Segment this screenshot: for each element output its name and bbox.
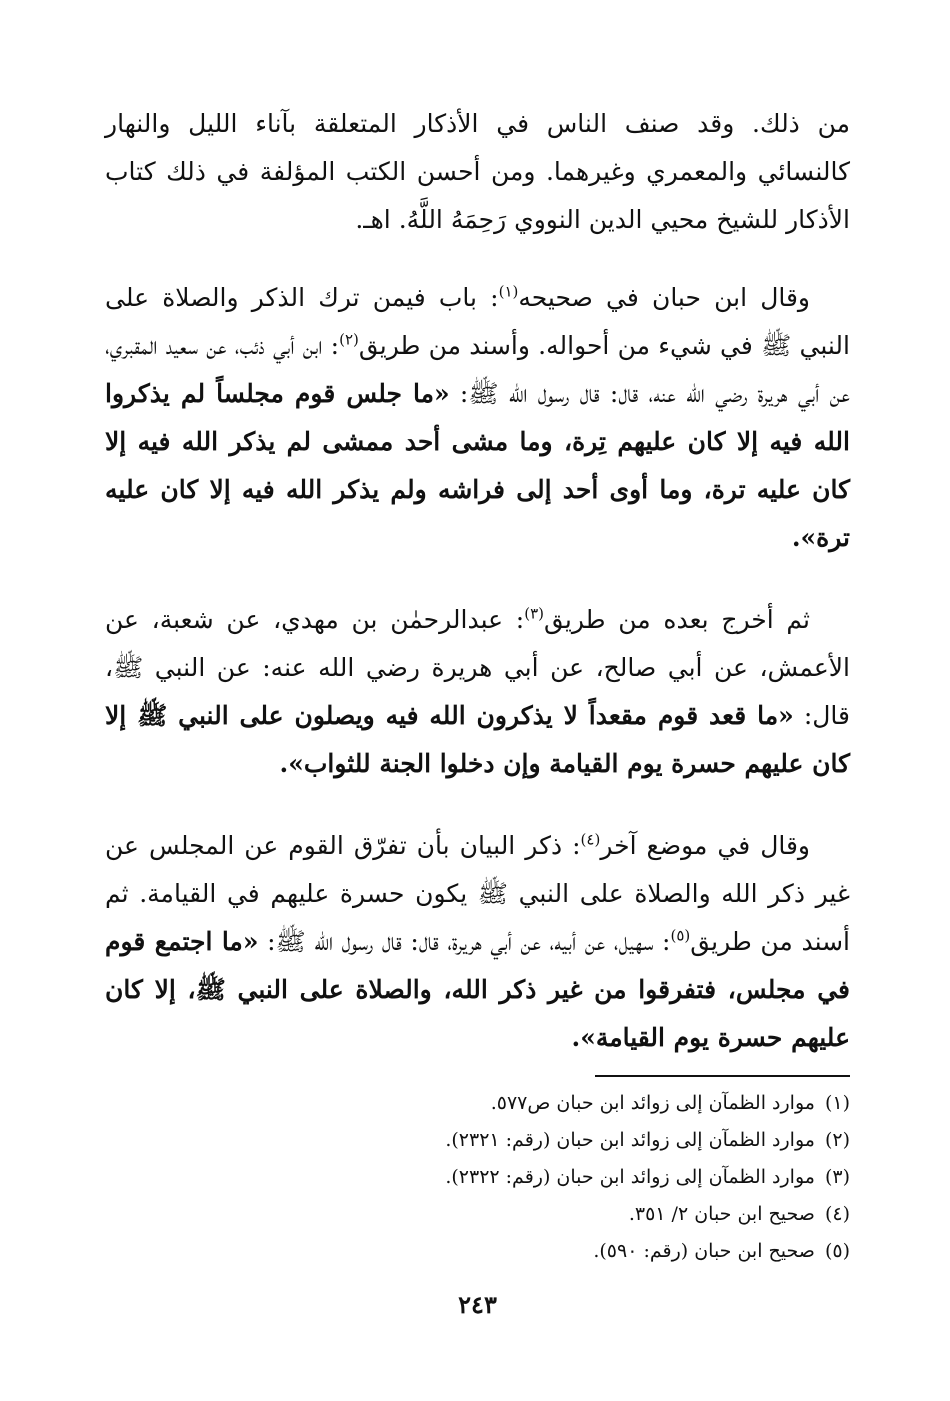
- paragraph-4-text-1: وقال في موضع آخر: [600, 831, 811, 860]
- footnotes-list: [105, 1085, 850, 1270]
- paragraph-3: [105, 596, 850, 788]
- footnote-item: [105, 1196, 850, 1233]
- paragraph-2-text-2: : باب فيمن ترك الذكر والصلاة على النبي ﷺ في شيء من أحواله. وأسند من طريق: [105, 283, 850, 360]
- footnote-ref-4[interactable]: (٤): [580, 830, 601, 849]
- footnote-ref-2[interactable]: (٢): [339, 330, 359, 349]
- footnote-separator: [595, 1075, 850, 1077]
- footnote-number: (٤): [824, 1203, 850, 1225]
- paragraph-1: [105, 100, 850, 244]
- footnote-item: [105, 1085, 850, 1122]
- footnote-text: صحيح ابن حبان (رقم: ٥٩٠).: [593, 1240, 815, 1262]
- paragraph-4-text-3: : سهيل، عن أبيه، عن أبي هريرة، قال: قال رسول الله ﷺ:: [258, 927, 671, 956]
- paragraph-2: [105, 274, 850, 562]
- footnote-number: (١): [824, 1092, 850, 1114]
- paragraph-4-text-2: : ذكر البيان بأن تفرّق القوم عن المجلس عن غير ذكر الله والصلاة على النبي ﷺ يكون حسرة عليهم في القيامة. ثم أسند من طريق: [105, 831, 851, 956]
- footnote-item: [105, 1233, 850, 1270]
- paragraph-2-text-1: وقال ابن حبان في صحيحه: [518, 283, 810, 312]
- page-number: ٢٤٣: [458, 1290, 497, 1319]
- footnote-item: [105, 1159, 850, 1196]
- hadith-quote-3: «ما اجتمع قوم في مجلس، فتفرقوا من غير ذكر الله، والصلاة على النبي ﷺ، إلا كان عليهم حسرة يوم القيامة».: [105, 927, 850, 1052]
- footnote-text: موارد الظمآن إلى زوائد ابن حبان ص٥٧٧.: [490, 1092, 815, 1114]
- paragraph-4: [105, 822, 850, 1062]
- paragraph-3-text-2: : عبدالرحمٰن بن مهدي، عن شعبة، عن الأعمش، عن أبي صالح، عن أبي هريرة رضي الله عنه: عن النبي ﷺ، قال:: [105, 605, 851, 730]
- footnote-number: (٢): [824, 1129, 850, 1151]
- footnote-number: (٥): [824, 1240, 850, 1262]
- paragraph-3-text-1: ثم أخرج بعده من طريق: [544, 605, 810, 634]
- hadith-quote-2: «ما قعد قوم مقعداً لا يذكرون الله فيه ويصلون على النبي ﷺ إلا كان عليهم حسرة يوم القيامة وإن دخلوا الجنة للثواب».: [105, 701, 850, 778]
- footnote-ref-3[interactable]: (٣): [524, 604, 545, 623]
- footnote-item: [105, 1122, 850, 1159]
- paragraph-1-text: من ذلك. وقد صنف الناس في الأذكار المتعلقة بآناء الليل والنهار كالنسائي والمعمري وغيرهما. ومن أحسن الكتب المؤلفة في ذلك كتاب الأذكار للشيخ محيي الدين النووي رَحِمَهُ اللَّهُ. اهـ.: [105, 109, 850, 234]
- footnote-ref-1[interactable]: (١): [498, 282, 519, 301]
- hadith-quote-1: «ما جلس قوم مجلساً لم يذكروا الله فيه إلا كان عليهم تِرة، وما مشى أحد ممشى لم يذكر الله فيه إلا كان عليه ترة، وما أوى أحد إلى فراشه ولم يذكر الله فيه إلا كان عليه ترة».: [105, 379, 850, 552]
- paragraph-2-text-3: : ابن أبي ذئب، عن سعيد المقبري، عن أبي هريرة رضي الله عنه، قال: قال رسول الله ﷺ:: [105, 331, 850, 408]
- footnote-number: (٣): [824, 1166, 850, 1188]
- footnote-text: موارد الظمآن إلى زوائد ابن حبان (رقم: ٢٣٢٢).: [445, 1166, 815, 1188]
- book-page: [105, 100, 851, 1319]
- footnote-text: صحيح ابن حبان ٢/ ٣٥١.: [628, 1203, 815, 1225]
- footnote-text: موارد الظمآن إلى زوائد ابن حبان (رقم: ٢٣٢١).: [445, 1129, 815, 1151]
- footnote-ref-5[interactable]: (٥): [670, 926, 691, 945]
